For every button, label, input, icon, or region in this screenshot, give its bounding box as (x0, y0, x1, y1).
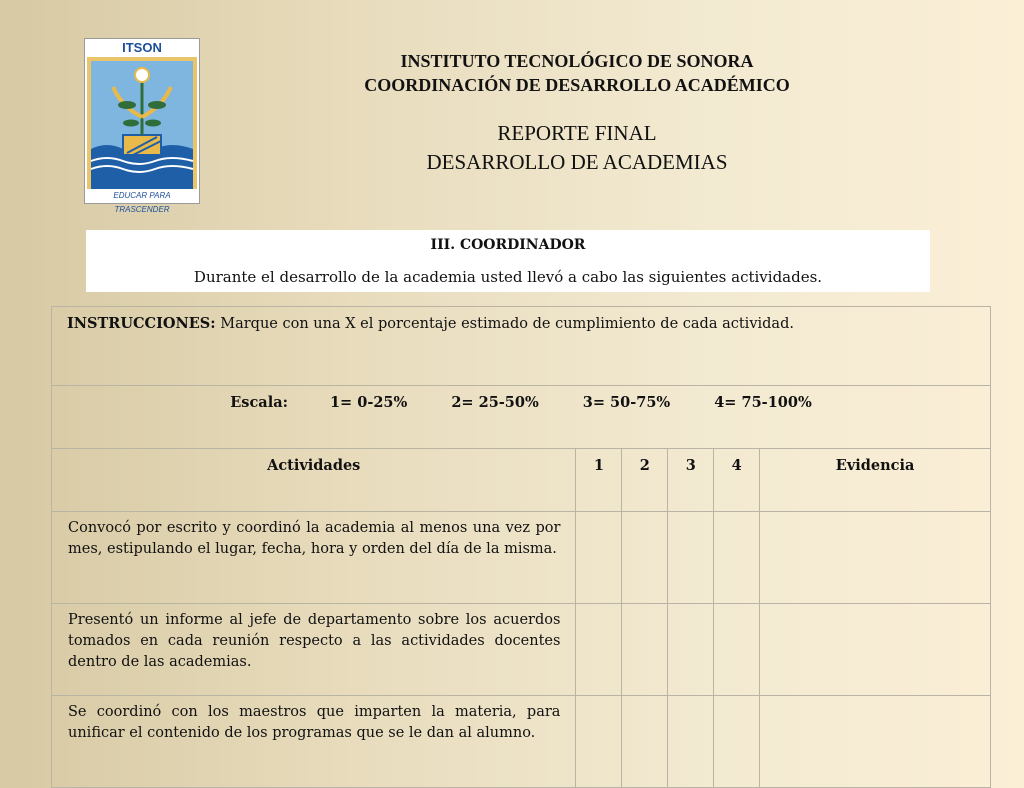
score-cell-4[interactable] (714, 604, 760, 696)
score-cell-3[interactable] (668, 512, 714, 604)
score-cell-1[interactable] (576, 512, 622, 604)
evidence-cell[interactable] (760, 512, 991, 604)
logo-brand: ITSON (122, 40, 162, 55)
header-evidence: Evidencia (760, 449, 991, 512)
score-cell-2[interactable] (622, 696, 668, 788)
section-description: Durante el desarrollo de la academia usted llevó a cabo las siguientes actividades. (193, 268, 823, 286)
activity-text: Presentó un informe al jefe de departamento sobre los acuerdos tomados en cada reunión respecto a las actividades docentes dentro de las academias. (52, 604, 576, 696)
evidence-cell[interactable] (760, 604, 991, 696)
score-cell-3[interactable] (668, 604, 714, 696)
scale-item-4: 4= 75-100% (714, 394, 812, 411)
header-row (52, 449, 991, 512)
itson-logo (84, 38, 200, 214)
section-box (86, 230, 930, 292)
instructions-text: Marque con una X el porcentaje estimado de cumplimiento de cada actividad. (215, 316, 794, 332)
scale-item-2: 2= 25-50% (451, 394, 539, 411)
evidence-cell[interactable] (760, 696, 991, 788)
section-title: III. COORDINADOR (430, 237, 586, 253)
coordination-title: COORDINACIÓN DE DESARROLLO ACADÉMICO (364, 75, 790, 95)
institute-title: INSTITUTO TECNOLÓGICO DE SONORA (400, 51, 754, 71)
header-col-1: 1 (576, 449, 622, 512)
header-col-2: 2 (622, 449, 668, 512)
score-cell-4[interactable] (714, 696, 760, 788)
instructions-cell (52, 307, 991, 386)
instructions-label: INSTRUCCIONES: (67, 315, 216, 332)
score-cell-2[interactable] (622, 512, 668, 604)
score-cell-3[interactable] (668, 696, 714, 788)
score-cell-1[interactable] (576, 696, 622, 788)
score-cell-2[interactable] (622, 604, 668, 696)
header-activities: Actividades (52, 449, 576, 512)
scale-cell (52, 386, 991, 449)
logo-motto: EDUCAR PARA TRASCENDER (85, 189, 199, 203)
score-cell-4[interactable] (714, 512, 760, 604)
scale-label: Escala: (230, 394, 288, 411)
report-title: REPORTE FINAL (497, 121, 657, 145)
report-subject: DESARROLLO DE ACADEMIAS (426, 150, 728, 174)
logo-emblem-icon (87, 57, 197, 191)
table-row (52, 696, 991, 788)
evaluation-table (51, 306, 991, 788)
score-cell-1[interactable] (576, 604, 622, 696)
activity-text: Convocó por escrito y coordinó la academia al menos una vez por mes, estipulando el lugar, fecha, hora y orden del día de la misma. (52, 512, 576, 604)
scale-row (52, 386, 991, 449)
header-col-4: 4 (714, 449, 760, 512)
scale-item-1: 1= 0-25% (329, 394, 408, 411)
table-row (52, 604, 991, 696)
header-col-3: 3 (668, 449, 714, 512)
activity-text: Se coordinó con los maestros que imparten la materia, para unificar el contenido de los programas que se le dan al alumno. (52, 696, 576, 788)
table-row (52, 512, 991, 604)
scale-item-3: 3= 50-75% (582, 394, 671, 411)
instructions-row (52, 307, 991, 386)
